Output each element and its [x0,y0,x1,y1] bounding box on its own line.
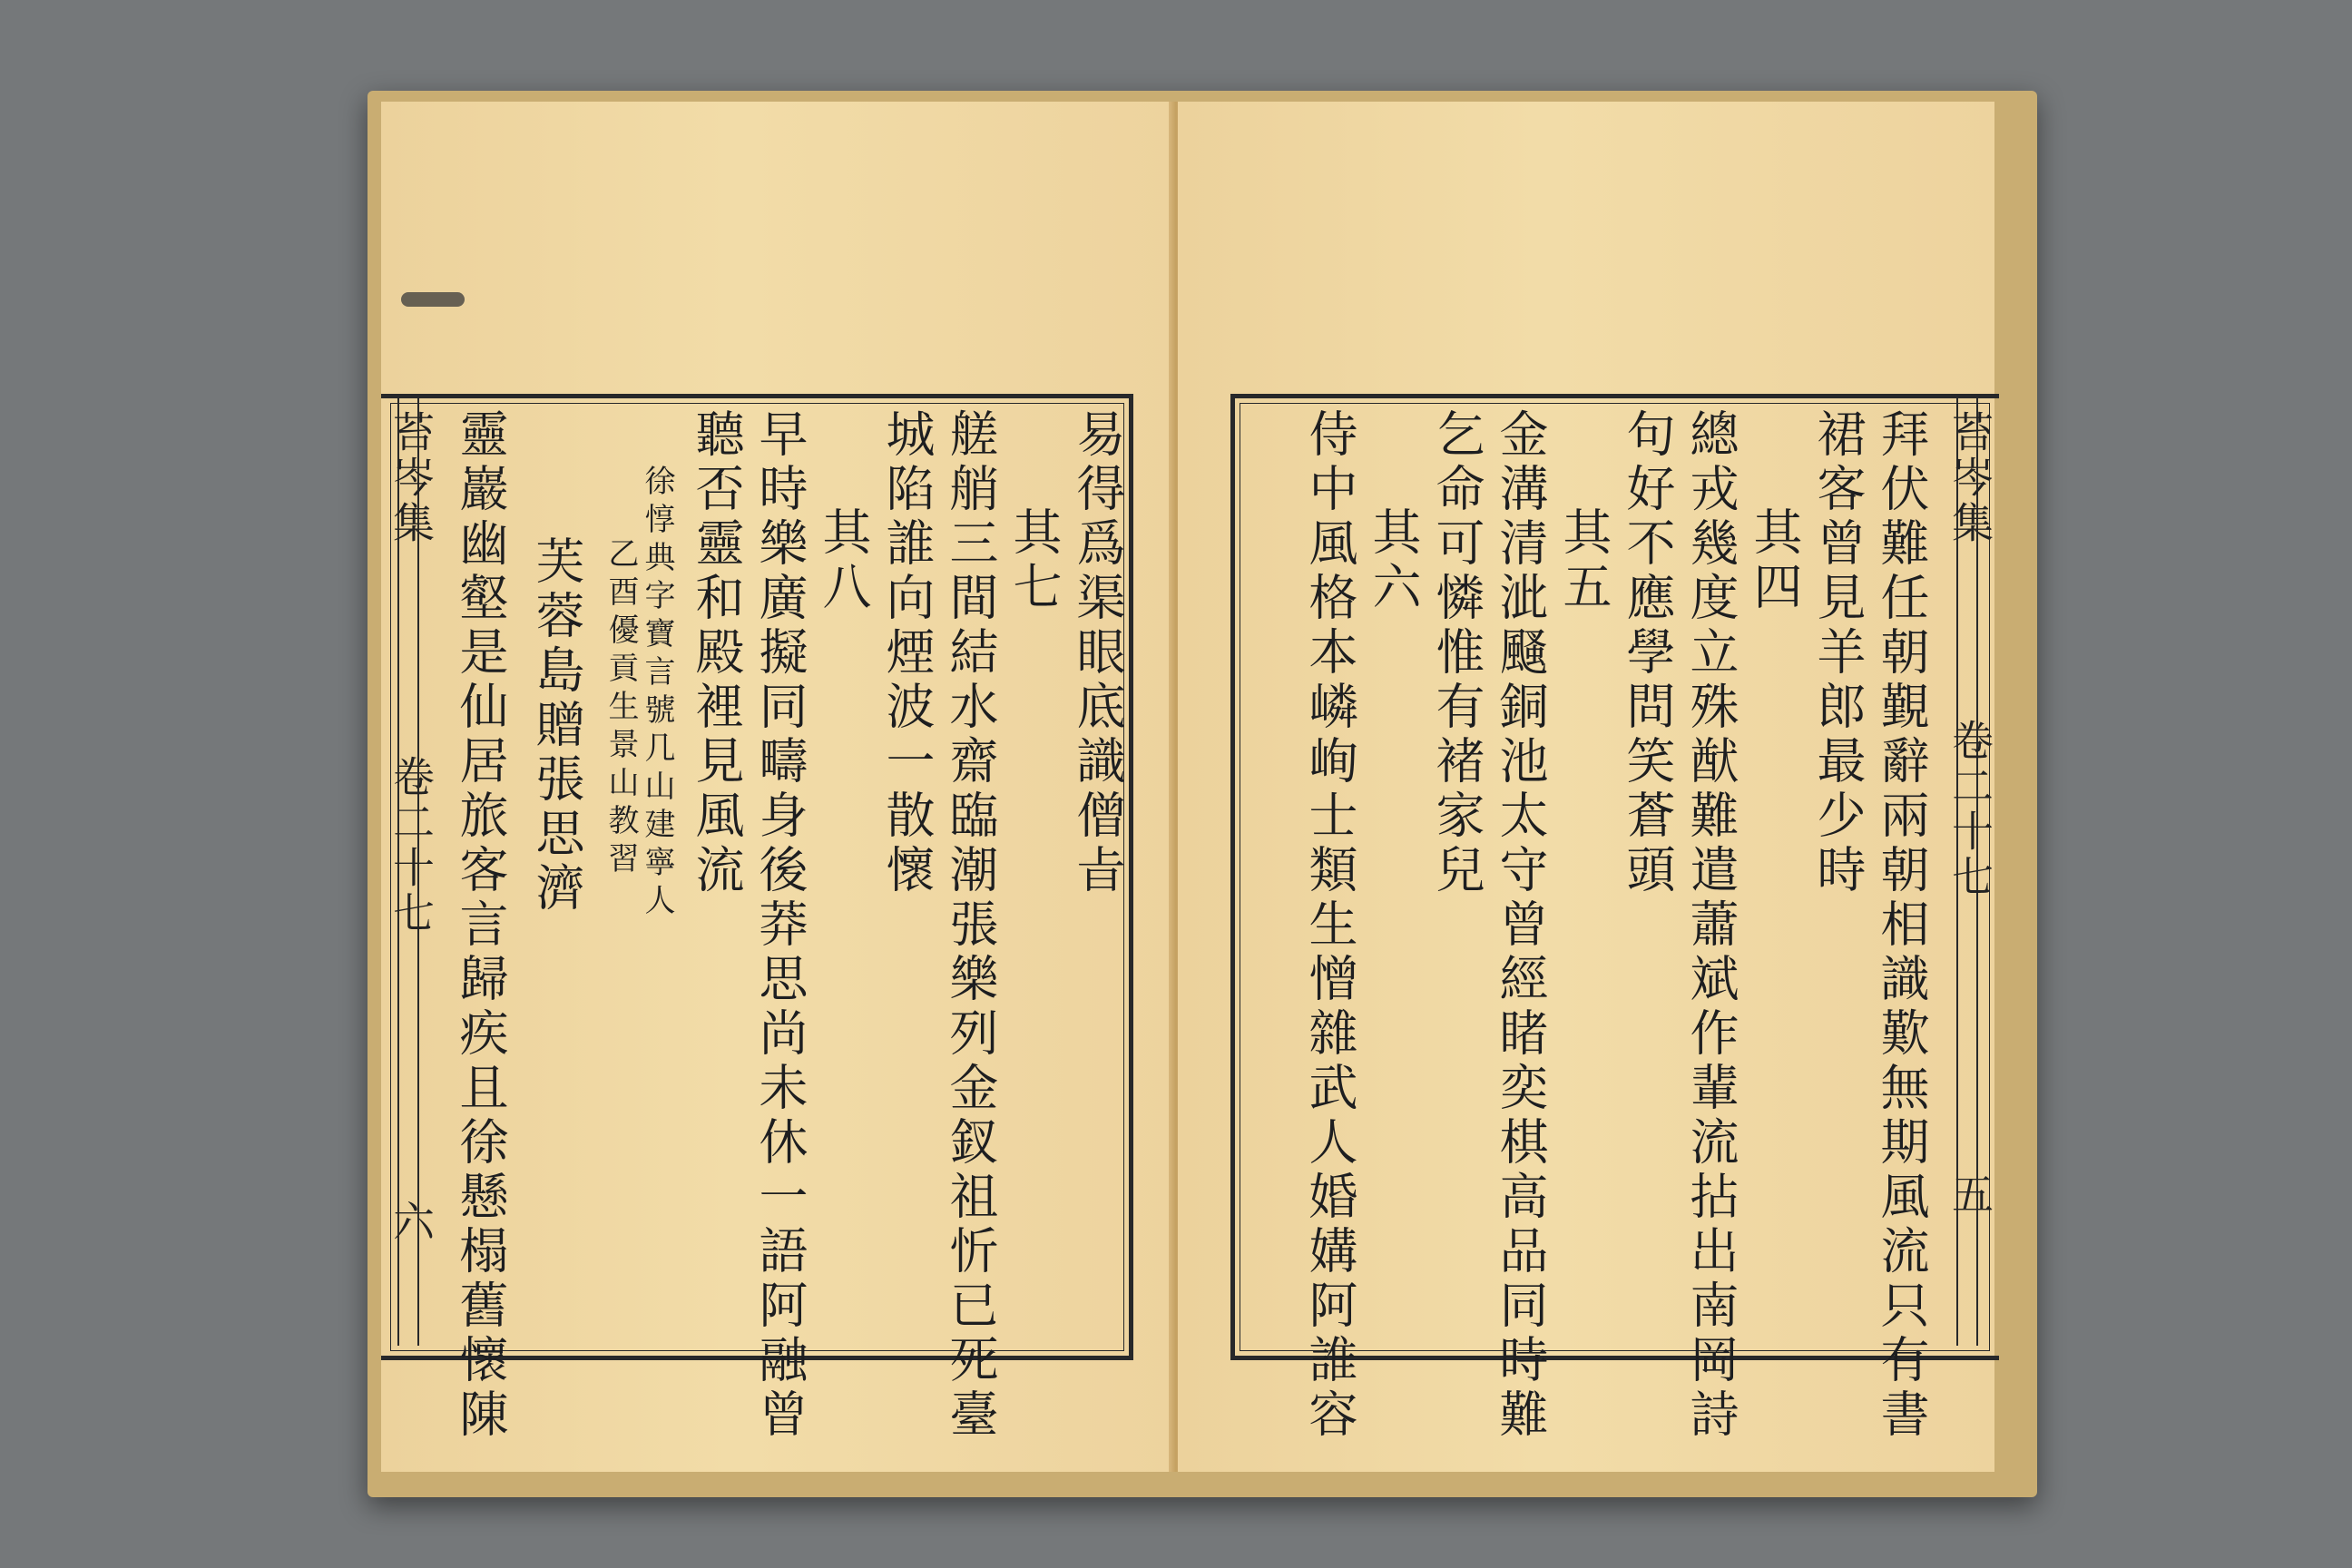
text-column: 城陷誰向煙波一散懷 [878,408,936,898]
poem-number: 其五 [1555,506,1612,615]
left-page [381,102,1174,1472]
fold-volume: 卷二十七 [387,755,436,936]
text-column: 乞命可憐惟有褚家兒 [1428,408,1485,898]
fold-page-number: 六 [387,1200,436,1245]
text-column: 聽否靈和殿裡見風流 [688,408,745,898]
fold-page-number: 五 [1945,1172,1994,1218]
text-column: 易得爲渠眼底識僧㫖 [1069,408,1126,898]
poem-title: 芙蓉島贈張思濟 [528,535,585,916]
text-column: 早時樂廣擬同疇身後莽思尚未休一語阿融曾 [751,408,808,1443]
poem-number: 其六 [1365,506,1422,615]
fold-book-title: 苔岑集 [1945,410,1994,546]
author-note: 徐惇典字寶言號几山建寧人 [639,465,675,922]
fold-book-title: 苔岑集 [387,410,436,546]
right-page [1178,102,1994,1472]
ink-stain [401,292,465,307]
poem-number: 其四 [1746,506,1803,615]
text-column: 句好不應學問笑蒼頭 [1619,408,1676,898]
text-column: 金溝清泚颾銅池太守曾經睹奕棋高品同時難 [1492,408,1549,1443]
poem-number: 其八 [815,506,872,615]
text-column: 總戎幾度立殊猷難遣蕭斌作輩流拈出南岡詩 [1682,408,1740,1443]
poem-number: 其七 [1005,506,1063,615]
text-column: 侍中風格本嶙峋士類生憎雜武人婚媾阿誰容 [1301,408,1358,1443]
text-column: 艖艄三間結水齋臨潮張樂列金釵祖忻已死臺 [942,408,999,1443]
author-note: 乙酉優貢生景山教習 [603,537,639,880]
text-column: 拜伏難任朝覲辭兩朝相識歎無期風流只有書 [1873,408,1930,1443]
text-column: 裙客曾見羊郎最少時 [1809,408,1867,898]
text-column: 靈巖幽壑是仙居旅客言歸疾且徐懸榻舊懷陳 [452,408,509,1443]
fold-volume: 卷二十七 [1945,719,1994,900]
